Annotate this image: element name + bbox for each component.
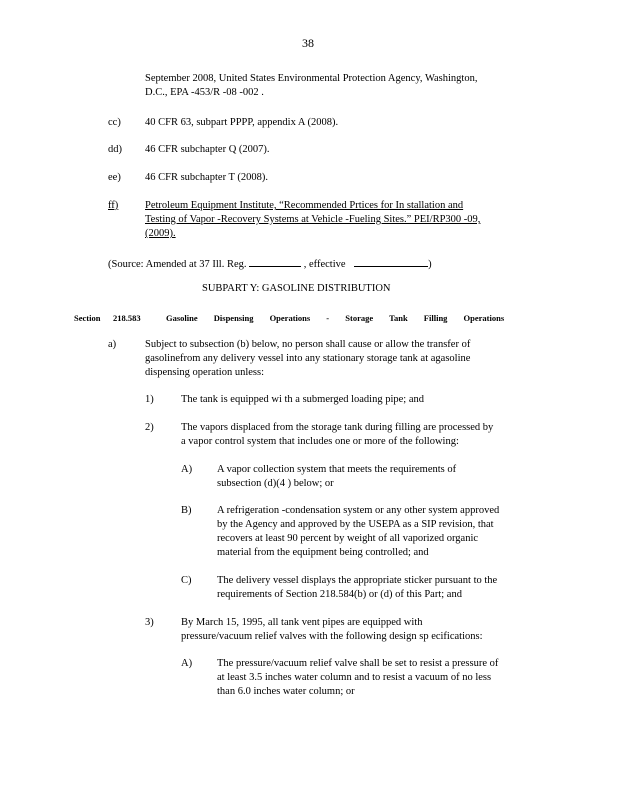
list-label: dd)	[108, 144, 122, 155]
source-text: )	[428, 259, 432, 270]
section-label: Section	[74, 313, 101, 323]
source-text: (Source: Amended at 37 Ill. Reg.	[108, 259, 247, 270]
list-label: 2)	[145, 422, 154, 433]
text-line: D.C., EPA -453/R -08 -002 .	[145, 87, 264, 98]
section-number: 218.583	[113, 313, 141, 323]
paragraph-line: at least 3.5 inches water column and to resist a vacuum of no less	[217, 672, 492, 683]
list-item-text: Petroleum Equipment Institute, “Recommended Prtices for In stallation and	[145, 200, 464, 211]
paragraph-line: than 6.0 inches water column; or	[217, 686, 355, 697]
text-line: September 2008, United States Environmental Protection Agency, Washington,	[145, 73, 478, 84]
subpart-heading: SUBPART Y: GASOLINE DISTRIBUTION	[202, 283, 391, 294]
list-item-text: 46 CFR subchapter T (2008).	[145, 172, 268, 183]
list-item-text: 40 CFR 63, subpart PPPP, appendix A (2008).	[145, 117, 339, 128]
list-item-text: (2009).	[145, 228, 176, 239]
paragraph-line: Subject to subsection (b) below, no person shall cause or allow the transfer of	[145, 339, 471, 350]
list-label: a)	[108, 339, 117, 350]
list-label: cc)	[108, 117, 121, 128]
paragraph-line: gasolinefrom any delivery vessel into any stationary storage tank at agasoline	[145, 353, 471, 364]
paragraph-line: requirements of Section 218.584(b) or (d) of this Part; and	[217, 589, 462, 600]
paragraph-line: dispensing operation unless:	[145, 367, 264, 378]
paragraph-line: A refrigeration -condensation system or any other system approved	[217, 505, 500, 516]
list-label: B)	[181, 505, 192, 516]
paragraph-line: subsection (d)(4 ) below; or	[217, 478, 334, 489]
list-label: A)	[181, 464, 193, 475]
blank-line	[249, 255, 301, 267]
list-label: C)	[181, 575, 192, 586]
paragraph-line: recovers at least 90 percent by weight of all vaporized organic	[217, 533, 479, 544]
paragraph-line: A vapor collection system that meets the requirements of	[217, 464, 457, 475]
list-item-text: 46 CFR subchapter Q (2007).	[145, 144, 270, 155]
page-number: 38	[302, 36, 314, 50]
paragraph-line: material from the equipment being controlled; and	[217, 547, 429, 558]
paragraph-line: pressure/vacuum relief valves with the following design sp ecifications:	[181, 631, 483, 642]
paragraph-line: The tank is equipped wi th a submerged loading pipe; and	[181, 394, 425, 405]
paragraph-line: by the Agency and approved by the USEPA as a SIP revision, that	[217, 519, 494, 530]
section-title: Gasoline Dispensing Operations - Storage Tank Filling Operations	[166, 313, 505, 323]
paragraph-line: The delivery vessel displays the appropriate sticker pursuant to the	[217, 575, 498, 586]
paragraph-line: The pressure/vacuum relief valve shall be set to resist a pressure of	[217, 658, 499, 669]
paragraph-line: The vapors displaced from the storage tank during filling are processed by	[181, 422, 494, 433]
source-text: , effective	[303, 259, 346, 270]
list-label: ee)	[108, 172, 121, 183]
list-label: 3)	[145, 617, 154, 628]
paragraph-line: By March 15, 1995, all tank vent pipes are equipped with	[181, 617, 423, 628]
blank-line	[354, 255, 428, 267]
list-item-text: Testing of Vapor -Recovery Systems at Vehicle -Fueling Sites.” PEI/RP300 -09,	[145, 214, 481, 225]
source-note	[108, 255, 432, 272]
list-label: ff)	[108, 200, 119, 211]
list-label: A)	[181, 658, 193, 669]
paragraph-line: a vapor control system that includes one or more of the following:	[181, 436, 459, 447]
list-label: 1)	[145, 394, 154, 405]
